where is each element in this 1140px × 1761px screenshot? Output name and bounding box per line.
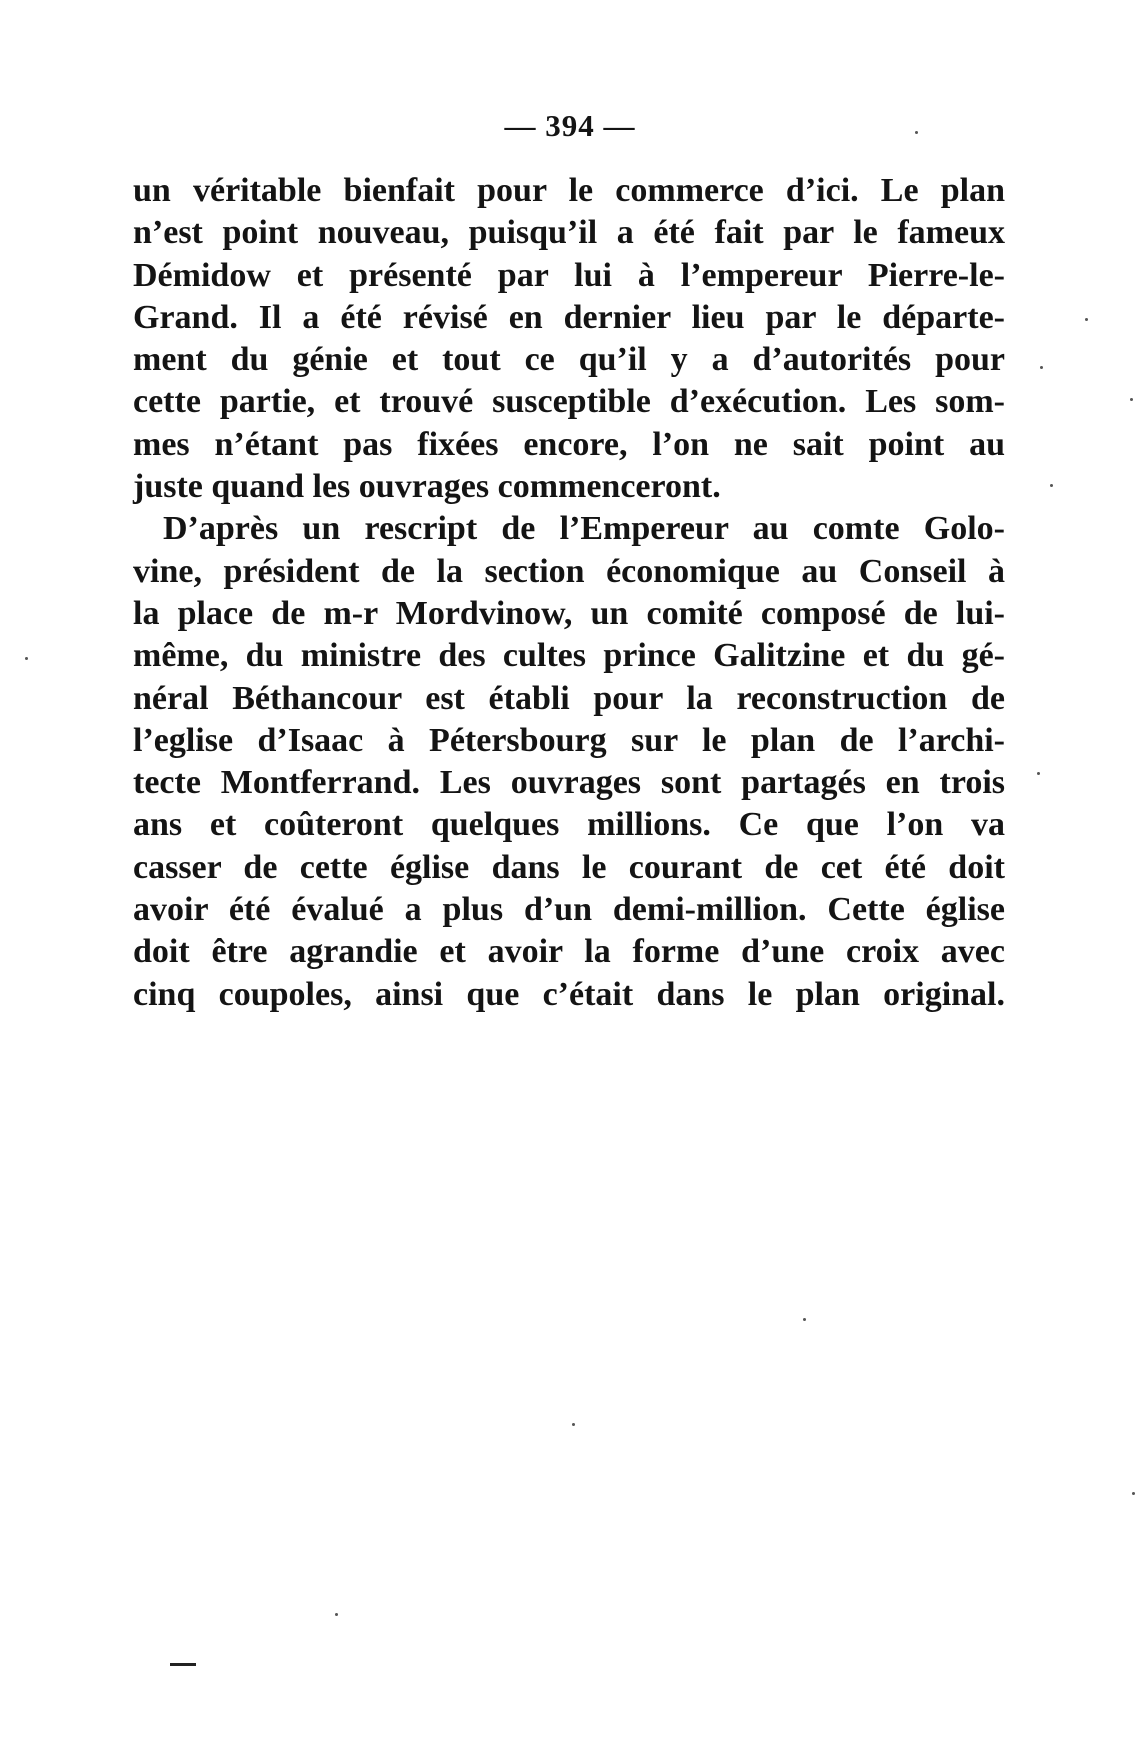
text-line: D’après un rescript de l’Empereur au comte Golo- xyxy=(163,510,1005,548)
scan-speck xyxy=(572,1423,575,1426)
text-line: cette partie, et trouvé susceptible d’exécution. Les som- xyxy=(133,383,1005,421)
text-line: avoir été évalué a plus d’un demi-million. Cette église xyxy=(133,891,1005,929)
text-line: vine, président de la section économique au Conseil à xyxy=(133,552,1005,590)
scan-speck xyxy=(1040,366,1043,369)
text-line: n’est point nouveau, puisqu’il a été fait par le fameux xyxy=(133,214,1005,252)
text-line: ment du génie et tout ce qu’il y a d’autorités pour xyxy=(133,341,1005,379)
scan-speck xyxy=(1050,484,1053,487)
scan-speck xyxy=(1132,1492,1135,1495)
text-line: Grand. Il a été révisé en dernier lieu par le départe- xyxy=(133,298,1005,336)
text-line: la place de m-r Mordvinow, un comité composé de lui- xyxy=(133,594,1005,632)
text-line: Démidow et présenté par lui à l’empereur Pierre-le- xyxy=(133,256,1005,294)
text-line: tecte Montferrand. Les ouvrages sont partagés en trois xyxy=(133,764,1005,802)
scan-speck xyxy=(1085,318,1088,321)
text-line: l’eglise d’Isaac à Pétersbourg sur le plan de l’archi- xyxy=(133,721,1005,759)
text-line: un véritable bienfait pour le commerce d’ici. Le plan xyxy=(133,172,1005,209)
page-number: — 394 — xyxy=(504,108,636,143)
scan-dash-mark xyxy=(170,1663,196,1666)
scan-speck xyxy=(335,1613,338,1616)
paragraph-2 xyxy=(133,508,1005,1016)
scan-speck xyxy=(1037,772,1040,775)
text-line: ans et coûteront quelques millions. Ce que l’on va xyxy=(133,806,1005,844)
scan-speck xyxy=(915,131,918,134)
scan-speck xyxy=(1130,398,1133,401)
body-text xyxy=(133,170,1005,1016)
text-line: mes n’étant pas fixées encore, l’on ne sait point au xyxy=(133,425,1005,463)
paragraph-1 xyxy=(133,170,1005,508)
text-line: cinq coupoles, ainsi que c’était dans le plan original. xyxy=(133,975,1005,1013)
scan-speck xyxy=(803,1318,806,1321)
text-line: même, du ministre des cultes prince Galitzine et du gé- xyxy=(133,637,1005,675)
text-line: doit être agrandie et avoir la forme d’une croix avec xyxy=(133,933,1005,971)
text-line: casser de cette église dans le courant de cet été doit xyxy=(133,848,1005,886)
text-line: juste quand les ouvrages commenceront. xyxy=(133,468,721,506)
scan-speck xyxy=(25,657,28,660)
text-line: néral Béthancour est établi pour la reconstruction de xyxy=(133,679,1005,717)
